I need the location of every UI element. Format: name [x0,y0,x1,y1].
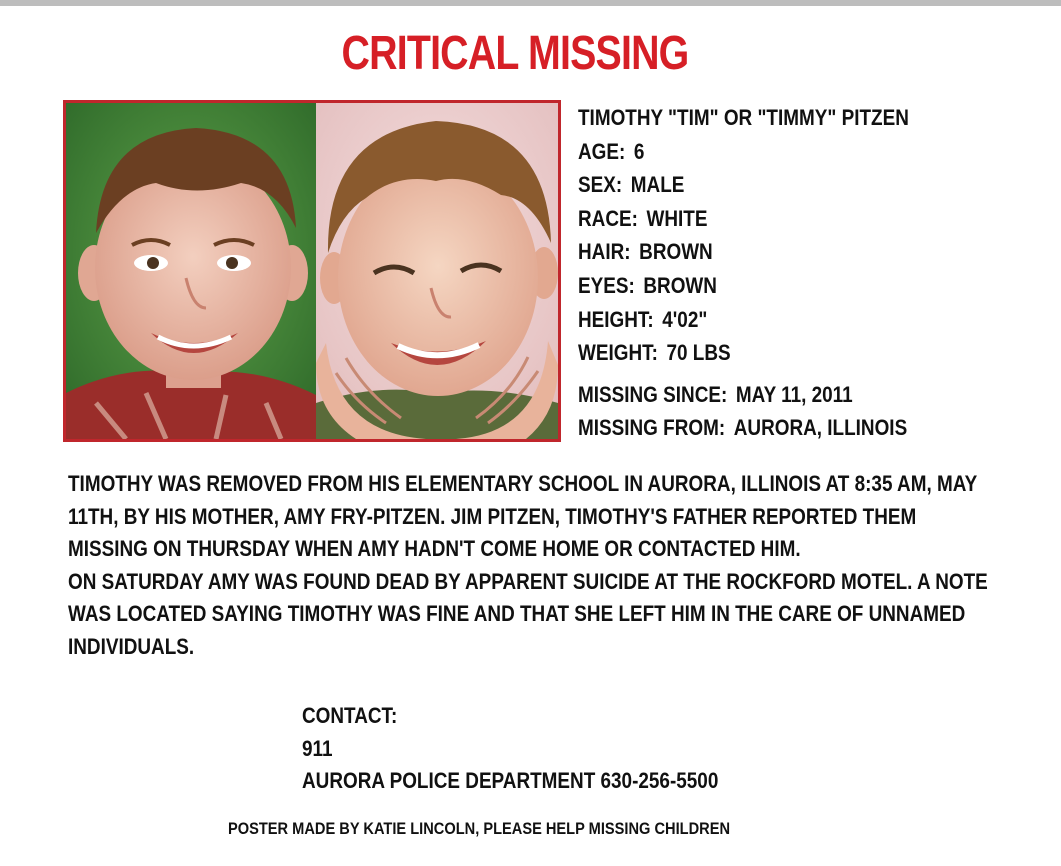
detail-weight [578,336,909,370]
narrative-paragraph-1: TIMOTHY WAS REMOVED FROM HIS ELEMENTARY SCHOOL IN AURORA, ILLINOIS AT 8:35 AM, MAY 11TH, BY HIS MOTHER, AMY FRY-PITZEN. JIM PITZEN, TIMOTHY'S FATHER REPORTED THEM MISSING ON THURSDAY WHEN AMY HADN'T COME HOME OR CONTACTED HIM. [68,471,977,561]
detail-race [578,202,909,236]
person-details [578,101,909,445]
top-border-line [0,0,1061,6]
detail-hair [578,235,909,269]
detail-value: MALE [630,172,685,198]
detail-label: SEX: [578,172,623,198]
detail-value: WHITE [646,205,708,231]
detail-sex [578,168,909,202]
detail-label: EYES: [578,272,635,298]
detail-value: BROWN [643,272,717,298]
case-narrative [68,468,988,663]
portrait-right-image [316,103,558,439]
detail-value: 4'02" [662,306,708,332]
detail-value: 6 [633,138,645,164]
contact-block [302,700,718,798]
detail-label: AGE: [578,138,626,164]
contact-police: AURORA POLICE DEPARTMENT 630-256-5500 [302,768,719,793]
detail-label: HEIGHT: [578,306,654,332]
photo-frame [63,100,561,442]
poster-credit: POSTER MADE BY KATIE LINCOLN, PLEASE HELP MISSING CHILDREN [228,819,731,838]
photo-boy-green-background [66,103,316,439]
missing-since-value: MAY 11, 2011 [735,381,853,407]
detail-value: BROWN [639,239,713,265]
missing-since-label: MISSING SINCE: [578,381,728,407]
missing-since [578,378,909,412]
detail-label: RACE: [578,205,638,231]
photo-boy-hands-on-cheeks [316,103,558,439]
person-name: TIMOTHY "TIM" OR "TIMMY" PITZEN [578,105,909,130]
contact-heading: CONTACT: [302,703,398,728]
portrait-left-image [66,103,316,439]
detail-label: HAIR: [578,239,631,265]
missing-from-label: MISSING FROM: [578,415,726,441]
missing-from-value: AURORA, ILLINOIS [733,415,908,441]
poster-title: CRITICAL MISSING [341,27,689,80]
detail-eyes [578,269,909,303]
contact-phone-911: 911 [302,735,333,761]
detail-value: 70 LBS [666,340,731,366]
narrative-paragraph-2: ON SATURDAY AMY WAS FOUND DEAD BY APPARENT SUICIDE AT THE ROCKFORD MOTEL. A NOTE WAS LOCATED SAYING TIMOTHY WAS FINE AND THAT SHE LEFT HIM IN THE CARE OF UNNAMED INDIVIDUALS. [68,568,988,659]
detail-label: WEIGHT: [578,340,658,366]
spacer [578,370,909,378]
detail-height [578,303,909,337]
missing-from [578,411,909,445]
detail-age [578,135,909,169]
